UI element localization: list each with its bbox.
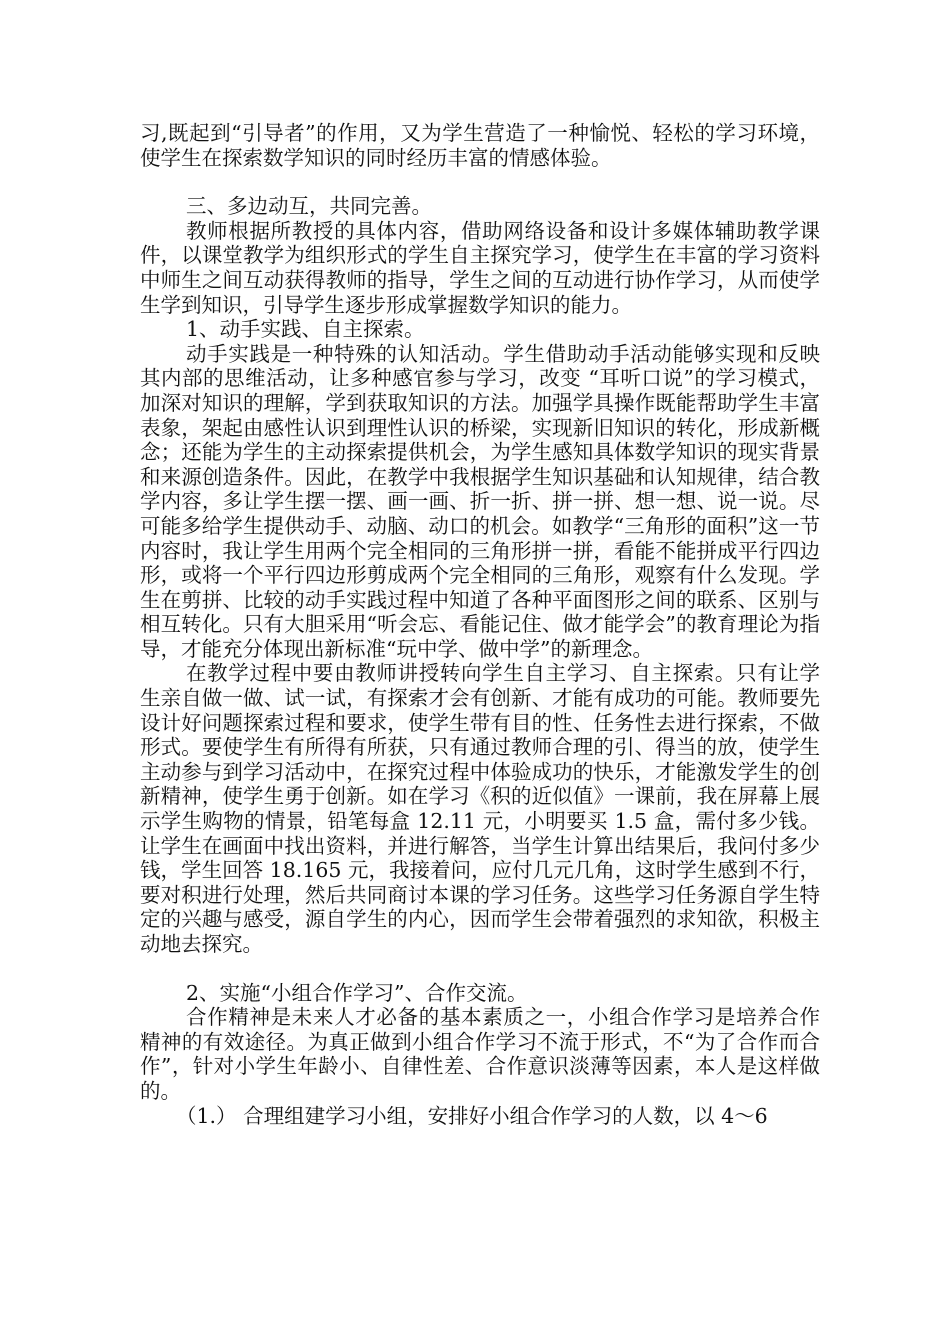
paragraph-continuation: 习,既起到“引导者”的作用，又为学生营造了一种愉悦、轻松的学习环境，使学生在探索数学知识的同时经历丰富的情感体验。 [140, 121, 820, 170]
subheading-group-learning: 2、实施“小组合作学习”、合作交流。 [186, 980, 528, 1005]
document-page [140, 121, 820, 1128]
list-item-1: （1.） 合理组建学习小组，安排好小组合作学习的人数，以 4～6 [176, 1103, 768, 1128]
paragraph-interaction: 教师根据所教授的具体内容，借助网络设备和设计多媒体辅助教学课件，以课堂教学为组织形式的学生自主探究学习，使学生在丰富的学习资料中师生之间互动获得教师的指导，学生之间的互动进行协作学习，从而使学生学到知识，引导学生逐步形成掌握数学知识的能力。 [140, 218, 820, 317]
subheading-hands-on: 1、动手实践、自主探索。 [186, 317, 425, 342]
paragraph-gap [140, 170, 820, 194]
paragraph-gap [140, 957, 820, 981]
section-heading-3: 三、多边动互，共同完善。 [186, 194, 432, 219]
paragraph-hands-on: 动手实践是一种特殊的认知活动。学生借助动手活动能够实现和反映其内部的思维活动，让多种感官参与学习，改变 “耳听口说”的学习模式，加深对知识的理解，学到获取知识的方法。加强学具操作既能帮助学生丰富表象，架起由感性认识到理性认识的桥梁，实现新旧知识的转化，形成新概念；还能为学生的主动探索提供机会，为学生感知具体数学知识的现实背景和来源创造条件。因此，在教学中我根据学生知识基础和认知规律，结合教学内容，多让学生摆一摆、画一画、折一折、拼一拼、想一想、说一说。尽可能多给学生提供动手、动脑、动口的机会。如教学“三角形的面积”这一节内容时，我让学生用两个完全相同的三角形拼一拼，看能不能拼成平行四边形，或将一个平行四边形剪成两个完全相同的三角形，观察有什么发现。学生在剪拼、比较的动手实践过程中知道了各种平面图形之间的联系、区别与相互转化。只有大胆采用“听会忘、看能记住、做才能学会”的教育理论为指导，才能充分体现出新标准“玩中学、做中学”的新理念。 [140, 341, 820, 661]
paragraph-cooperation: 合作精神是未来人才必备的基本素质之一，小组合作学习是培养合作精神的有效途径。为真正做到小组合作学习不流于形式，不“为了合作而合作”，针对小学生年龄小、自律性差、合作意识淡薄等因素，本人是这样做的。 [140, 1005, 820, 1103]
paragraph-self-exploration: 在教学过程中要由教师讲授转向学生自主学习、自主探索。只有让学生亲自做一做、试一试，有探索才会有创新、才能有成功的可能。教师要先设计好问题探索过程和要求，使学生带有目的性、任务性去进行探索，不做形式。要使学生有所得有所获，只有通过教师合理的引、得当的放，使学生主动参与到学习活动中，在探究过程中体验成功的快乐，才能激发学生的创新精神，使学生勇于创新。如在学习《积的近似值》一课前，我在屏幕上展示学生购物的情景，铅笔每盒 12.11 元，小明要买 1.5 盒，需付多少钱。让学生在画面中找出资料，并进行解答，当学生计算出结果后，我问付多少钱，学生回答 18.165 元，我接着问，应付几元几角，这时学生感到不行，要对积进行处理，然后共同商讨本课的学习任务。这些学习任务源自学生特定的兴趣与感受，源自学生的内心，因而学生会带着强烈的求知欲，积极主动地去探究。 [140, 661, 820, 956]
